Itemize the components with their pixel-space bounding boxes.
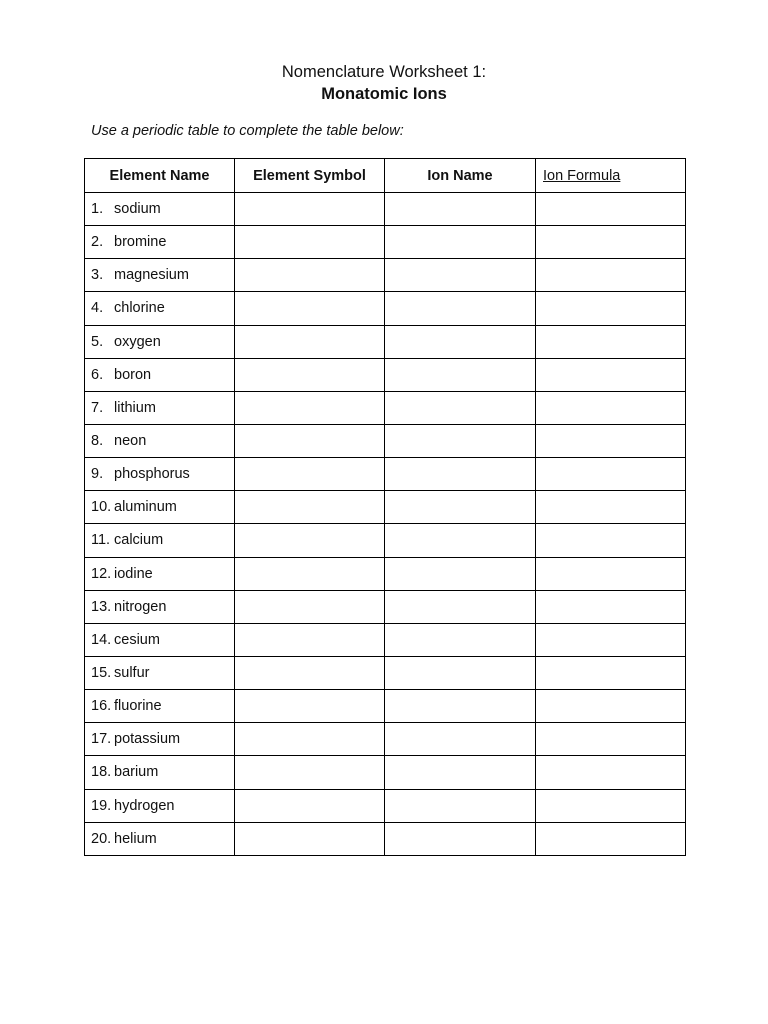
row-number: 13. <box>91 598 112 615</box>
element-name: helium <box>114 830 157 847</box>
ion-name-cell[interactable] <box>385 226 536 259</box>
ion-name-cell[interactable] <box>385 524 536 557</box>
element-name-cell <box>85 656 235 689</box>
worksheet-title: Nomenclature Worksheet 1: <box>281 63 487 81</box>
ion-name-cell[interactable] <box>385 358 536 391</box>
ion-formula-cell[interactable] <box>536 623 686 656</box>
element-symbol-cell[interactable] <box>235 358 385 391</box>
element-name: bromine <box>114 234 167 251</box>
ion-formula-cell[interactable] <box>536 656 686 689</box>
instructions-text: Use a periodic table to complete the table below: <box>91 123 404 139</box>
element-name-cell <box>85 690 235 723</box>
ion-formula-cell[interactable] <box>536 822 686 855</box>
element-symbol-cell[interactable] <box>235 491 385 524</box>
ion-formula-cell[interactable] <box>536 226 686 259</box>
ion-name-cell[interactable] <box>385 557 536 590</box>
ion-formula-cell[interactable] <box>536 524 686 557</box>
header-element-symbol: Element Symbol <box>235 159 385 193</box>
element-symbol-cell[interactable] <box>235 822 385 855</box>
table-row <box>85 391 686 424</box>
table-row <box>85 623 686 656</box>
row-number: 8. <box>91 433 104 450</box>
ion-name-cell[interactable] <box>385 690 536 723</box>
element-name: cesium <box>114 631 160 648</box>
element-name-cell <box>85 723 235 756</box>
element-name-cell <box>85 756 235 789</box>
element-name: chlorine <box>114 300 165 317</box>
element-symbol-cell[interactable] <box>235 292 385 325</box>
element-symbol-cell[interactable] <box>235 723 385 756</box>
ion-formula-cell[interactable] <box>536 789 686 822</box>
element-name-cell <box>85 325 235 358</box>
ions-table <box>84 158 686 856</box>
ion-formula-cell[interactable] <box>536 690 686 723</box>
element-symbol-cell[interactable] <box>235 424 385 457</box>
element-name-cell <box>85 292 235 325</box>
ion-name-cell[interactable] <box>385 623 536 656</box>
ion-formula-cell[interactable] <box>536 292 686 325</box>
header-ion-name: Ion Name <box>385 159 536 193</box>
ion-formula-cell[interactable] <box>536 590 686 623</box>
table-row <box>85 557 686 590</box>
row-number: 12. <box>91 565 112 582</box>
element-name-cell <box>85 590 235 623</box>
element-name: nitrogen <box>114 598 167 615</box>
element-name-cell <box>85 391 235 424</box>
element-name: magnesium <box>114 267 189 284</box>
element-name: lithium <box>114 399 156 416</box>
ion-formula-cell[interactable] <box>536 358 686 391</box>
element-symbol-cell[interactable] <box>235 590 385 623</box>
element-name: fluorine <box>114 698 162 715</box>
table-row <box>85 789 686 822</box>
header-element-name: Element Name <box>85 159 235 193</box>
ion-formula-cell[interactable] <box>536 491 686 524</box>
ion-formula-cell[interactable] <box>536 424 686 457</box>
ion-name-cell[interactable] <box>385 491 536 524</box>
element-name: sodium <box>114 201 161 218</box>
element-name-cell <box>85 358 235 391</box>
element-symbol-cell[interactable] <box>235 193 385 226</box>
ion-formula-cell[interactable] <box>536 458 686 491</box>
ion-name-cell[interactable] <box>385 656 536 689</box>
element-name: barium <box>114 764 159 781</box>
element-symbol-cell[interactable] <box>235 524 385 557</box>
ion-formula-cell[interactable] <box>536 723 686 756</box>
element-symbol-cell[interactable] <box>235 226 385 259</box>
element-name-cell <box>85 557 235 590</box>
row-number: 1. <box>91 201 104 218</box>
ion-name-cell[interactable] <box>385 391 536 424</box>
element-name-cell <box>85 623 235 656</box>
element-symbol-cell[interactable] <box>235 458 385 491</box>
ion-formula-cell[interactable] <box>536 557 686 590</box>
ion-name-cell[interactable] <box>385 723 536 756</box>
row-number: 14. <box>91 631 112 648</box>
element-name: calcium <box>114 532 164 549</box>
ion-name-cell[interactable] <box>385 193 536 226</box>
element-name-cell <box>85 491 235 524</box>
element-name-cell <box>85 789 235 822</box>
ion-name-cell[interactable] <box>385 424 536 457</box>
row-number: 18. <box>91 764 112 781</box>
table-row <box>85 590 686 623</box>
ion-name-cell[interactable] <box>385 325 536 358</box>
ion-name-cell[interactable] <box>385 259 536 292</box>
element-name: iodine <box>114 565 153 582</box>
element-name-cell <box>85 226 235 259</box>
ion-name-cell[interactable] <box>385 590 536 623</box>
element-name: sulfur <box>114 665 150 682</box>
table-header-row <box>85 159 686 193</box>
element-symbol-cell[interactable] <box>235 259 385 292</box>
row-number: 10. <box>91 499 112 516</box>
row-number: 7. <box>91 399 104 416</box>
table-row <box>85 656 686 689</box>
element-symbol-cell[interactable] <box>235 656 385 689</box>
element-symbol-cell[interactable] <box>235 325 385 358</box>
ion-formula-cell[interactable] <box>536 756 686 789</box>
ion-formula-cell[interactable] <box>536 193 686 226</box>
header-ion-formula: Ion Formula <box>536 159 686 193</box>
table-row <box>85 292 686 325</box>
ion-name-cell[interactable] <box>385 292 536 325</box>
table-row <box>85 226 686 259</box>
ion-name-cell[interactable] <box>385 822 536 855</box>
element-name: aluminum <box>114 499 177 516</box>
row-number: 11. <box>91 532 111 549</box>
ion-name-cell[interactable] <box>385 458 536 491</box>
row-number: 17. <box>91 731 112 748</box>
element-symbol-cell[interactable] <box>235 789 385 822</box>
row-number: 19. <box>91 797 112 814</box>
table-row <box>85 325 686 358</box>
table-row <box>85 358 686 391</box>
ion-formula-cell[interactable] <box>536 259 686 292</box>
table-row <box>85 458 686 491</box>
table-row <box>85 193 686 226</box>
table-row <box>85 524 686 557</box>
element-name-cell <box>85 822 235 855</box>
element-name-cell <box>85 259 235 292</box>
row-number: 2. <box>91 234 104 251</box>
ion-name-cell[interactable] <box>385 789 536 822</box>
row-number: 9. <box>91 466 104 483</box>
element-symbol-cell[interactable] <box>235 391 385 424</box>
row-number: 6. <box>91 366 104 383</box>
worksheet-subtitle: Monatomic Ions <box>321 85 447 103</box>
ion-formula-cell[interactable] <box>536 325 686 358</box>
element-symbol-cell[interactable] <box>235 690 385 723</box>
element-name: neon <box>114 433 147 450</box>
element-name: hydrogen <box>114 797 175 814</box>
element-name: potassium <box>114 731 181 748</box>
element-name: boron <box>114 366 152 383</box>
element-name-cell <box>85 458 235 491</box>
table-row <box>85 756 686 789</box>
ion-name-cell[interactable] <box>385 756 536 789</box>
ion-formula-cell[interactable] <box>536 391 686 424</box>
element-name-cell <box>85 524 235 557</box>
row-number: 5. <box>91 333 104 350</box>
row-number: 16. <box>91 698 112 715</box>
row-number: 15. <box>91 665 112 682</box>
table-row <box>85 259 686 292</box>
table-row <box>85 491 686 524</box>
table-row <box>85 424 686 457</box>
element-symbol-cell[interactable] <box>235 756 385 789</box>
table-row <box>85 723 686 756</box>
row-number: 20. <box>91 830 112 847</box>
row-number: 3. <box>91 267 104 284</box>
table-row <box>85 690 686 723</box>
element-name: phosphorus <box>114 466 190 483</box>
row-number: 4. <box>91 300 104 317</box>
element-symbol-cell[interactable] <box>235 557 385 590</box>
element-name: oxygen <box>114 333 161 350</box>
element-name-cell <box>85 193 235 226</box>
table-row <box>85 822 686 855</box>
element-name-cell <box>85 424 235 457</box>
element-symbol-cell[interactable] <box>235 623 385 656</box>
